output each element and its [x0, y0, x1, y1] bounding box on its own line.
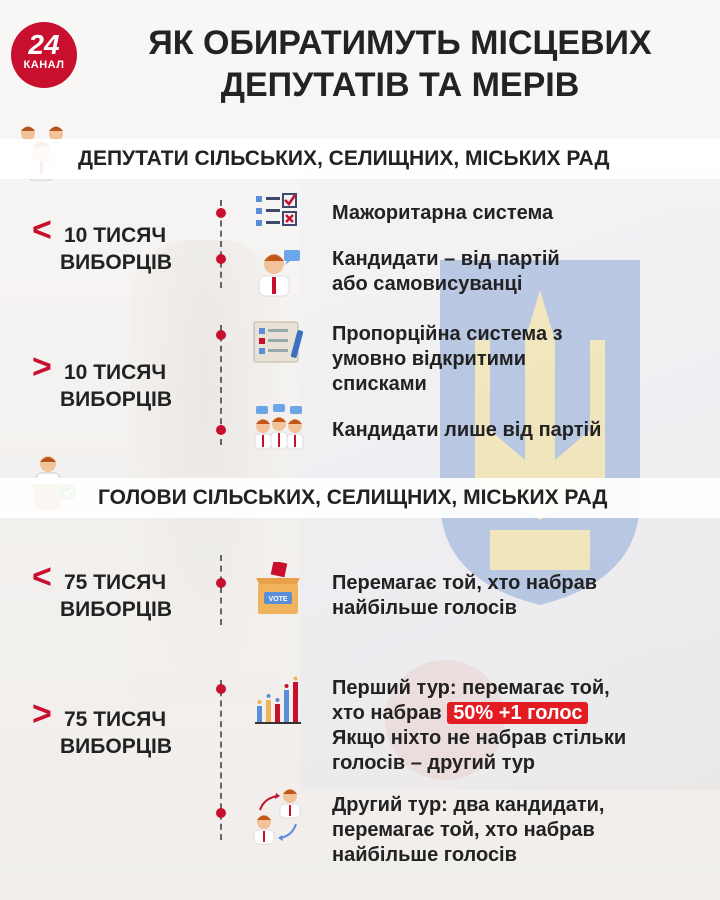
desc-line: найбільше голосів: [332, 597, 517, 619]
logo-number: 24: [28, 29, 60, 60]
less-than-sign: <: [32, 211, 52, 249]
timeline-dot: [216, 684, 226, 694]
checklist-icon: [254, 192, 298, 232]
greater-than-sign: >: [32, 348, 52, 386]
section-mayors-heading-text: ГОЛОВИ СІЛЬСЬКИХ, СЕЛИЩНИХ, МІСЬКИХ РАД: [98, 486, 608, 509]
timeline-dot: [216, 330, 226, 340]
desc-line: Пропорційна система з: [332, 323, 563, 345]
bar-chart-icon: [254, 676, 304, 726]
less-than-sign: <: [32, 558, 52, 596]
runoff-icon: [250, 786, 306, 846]
candidate-icon: [254, 246, 304, 298]
candidates-parties-or-self-text: [332, 247, 712, 297]
timeline-dashed: [220, 555, 222, 625]
desc-line: [332, 701, 712, 726]
desc-line: голосів – другий тур: [332, 752, 536, 774]
timeline-dot: [216, 425, 226, 435]
desc-line: Перший тур: перемагає той,: [332, 677, 610, 699]
timeline-dot: [216, 208, 226, 218]
proportional-system-text: [332, 322, 712, 397]
timeline-dot: [216, 578, 226, 588]
voters-count: 75 ТИСЯЧ: [64, 708, 167, 731]
desc-line: Перемагає той, хто набрав: [332, 572, 598, 594]
section-deputies-heading-text: ДЕПУТАТИ СІЛЬСЬКИХ, СЕЛИЩНИХ, МІСЬКИХ РАД: [78, 147, 610, 170]
desc-line: найбільше голосів: [332, 844, 517, 866]
candidates-only-parties-text: Кандидати лише від партій: [332, 419, 602, 441]
voters-word: ВИБОРЦІВ: [60, 388, 173, 411]
voters-count: 75 ТИСЯЧ: [64, 571, 167, 594]
desc-line: списками: [332, 373, 427, 395]
logo-text: КАНАЛ: [23, 59, 65, 71]
party-candidates-icon: [252, 404, 306, 450]
vote-box-icon: [252, 562, 304, 616]
voters-count: 10 ТИСЯЧ: [64, 361, 167, 384]
first-round-text: [332, 676, 712, 776]
page-title: [90, 22, 710, 106]
voters-word: ВИБОРЦІВ: [60, 598, 173, 621]
title-line-1: ЯК ОБИРАТИМУТЬ МІСЦЕВИХ: [148, 24, 652, 62]
channel-logo: [11, 22, 77, 88]
desc-line: Якщо ніхто не набрав стільки: [332, 727, 627, 749]
desc-line: або самовисуванці: [332, 273, 523, 295]
desc-line: перемагає той, хто набрав: [332, 819, 595, 841]
desc-line: Другий тур: два кандидати,: [332, 794, 605, 816]
majoritarian-system-text: Мажоритарна система: [332, 202, 554, 224]
voters-word: ВИБОРЦІВ: [60, 251, 173, 274]
ballot-list-icon: [252, 320, 306, 366]
timeline-dot: [216, 254, 226, 264]
timeline-dot: [216, 808, 226, 818]
most-votes-wins-text: [332, 571, 712, 621]
voters-word: ВИБОРЦІВ: [60, 735, 173, 758]
section-deputies-heading: [0, 139, 720, 179]
voters-count: 10 ТИСЯЧ: [64, 224, 167, 247]
second-round-text: [332, 793, 712, 868]
majority-highlight-badge: 50% +1 голос: [447, 702, 588, 724]
title-line-2: ДЕПУТАТІВ ТА МЕРІВ: [220, 66, 580, 104]
section-mayors-heading: [0, 478, 720, 518]
greater-than-sign: >: [32, 695, 52, 733]
desc-line: Кандидати – від партій: [332, 248, 560, 270]
desc-line: умовно відкритими: [332, 348, 527, 370]
vote-box-label: VOTE: [268, 596, 288, 603]
desc-fragment: хто набрав: [332, 702, 448, 724]
